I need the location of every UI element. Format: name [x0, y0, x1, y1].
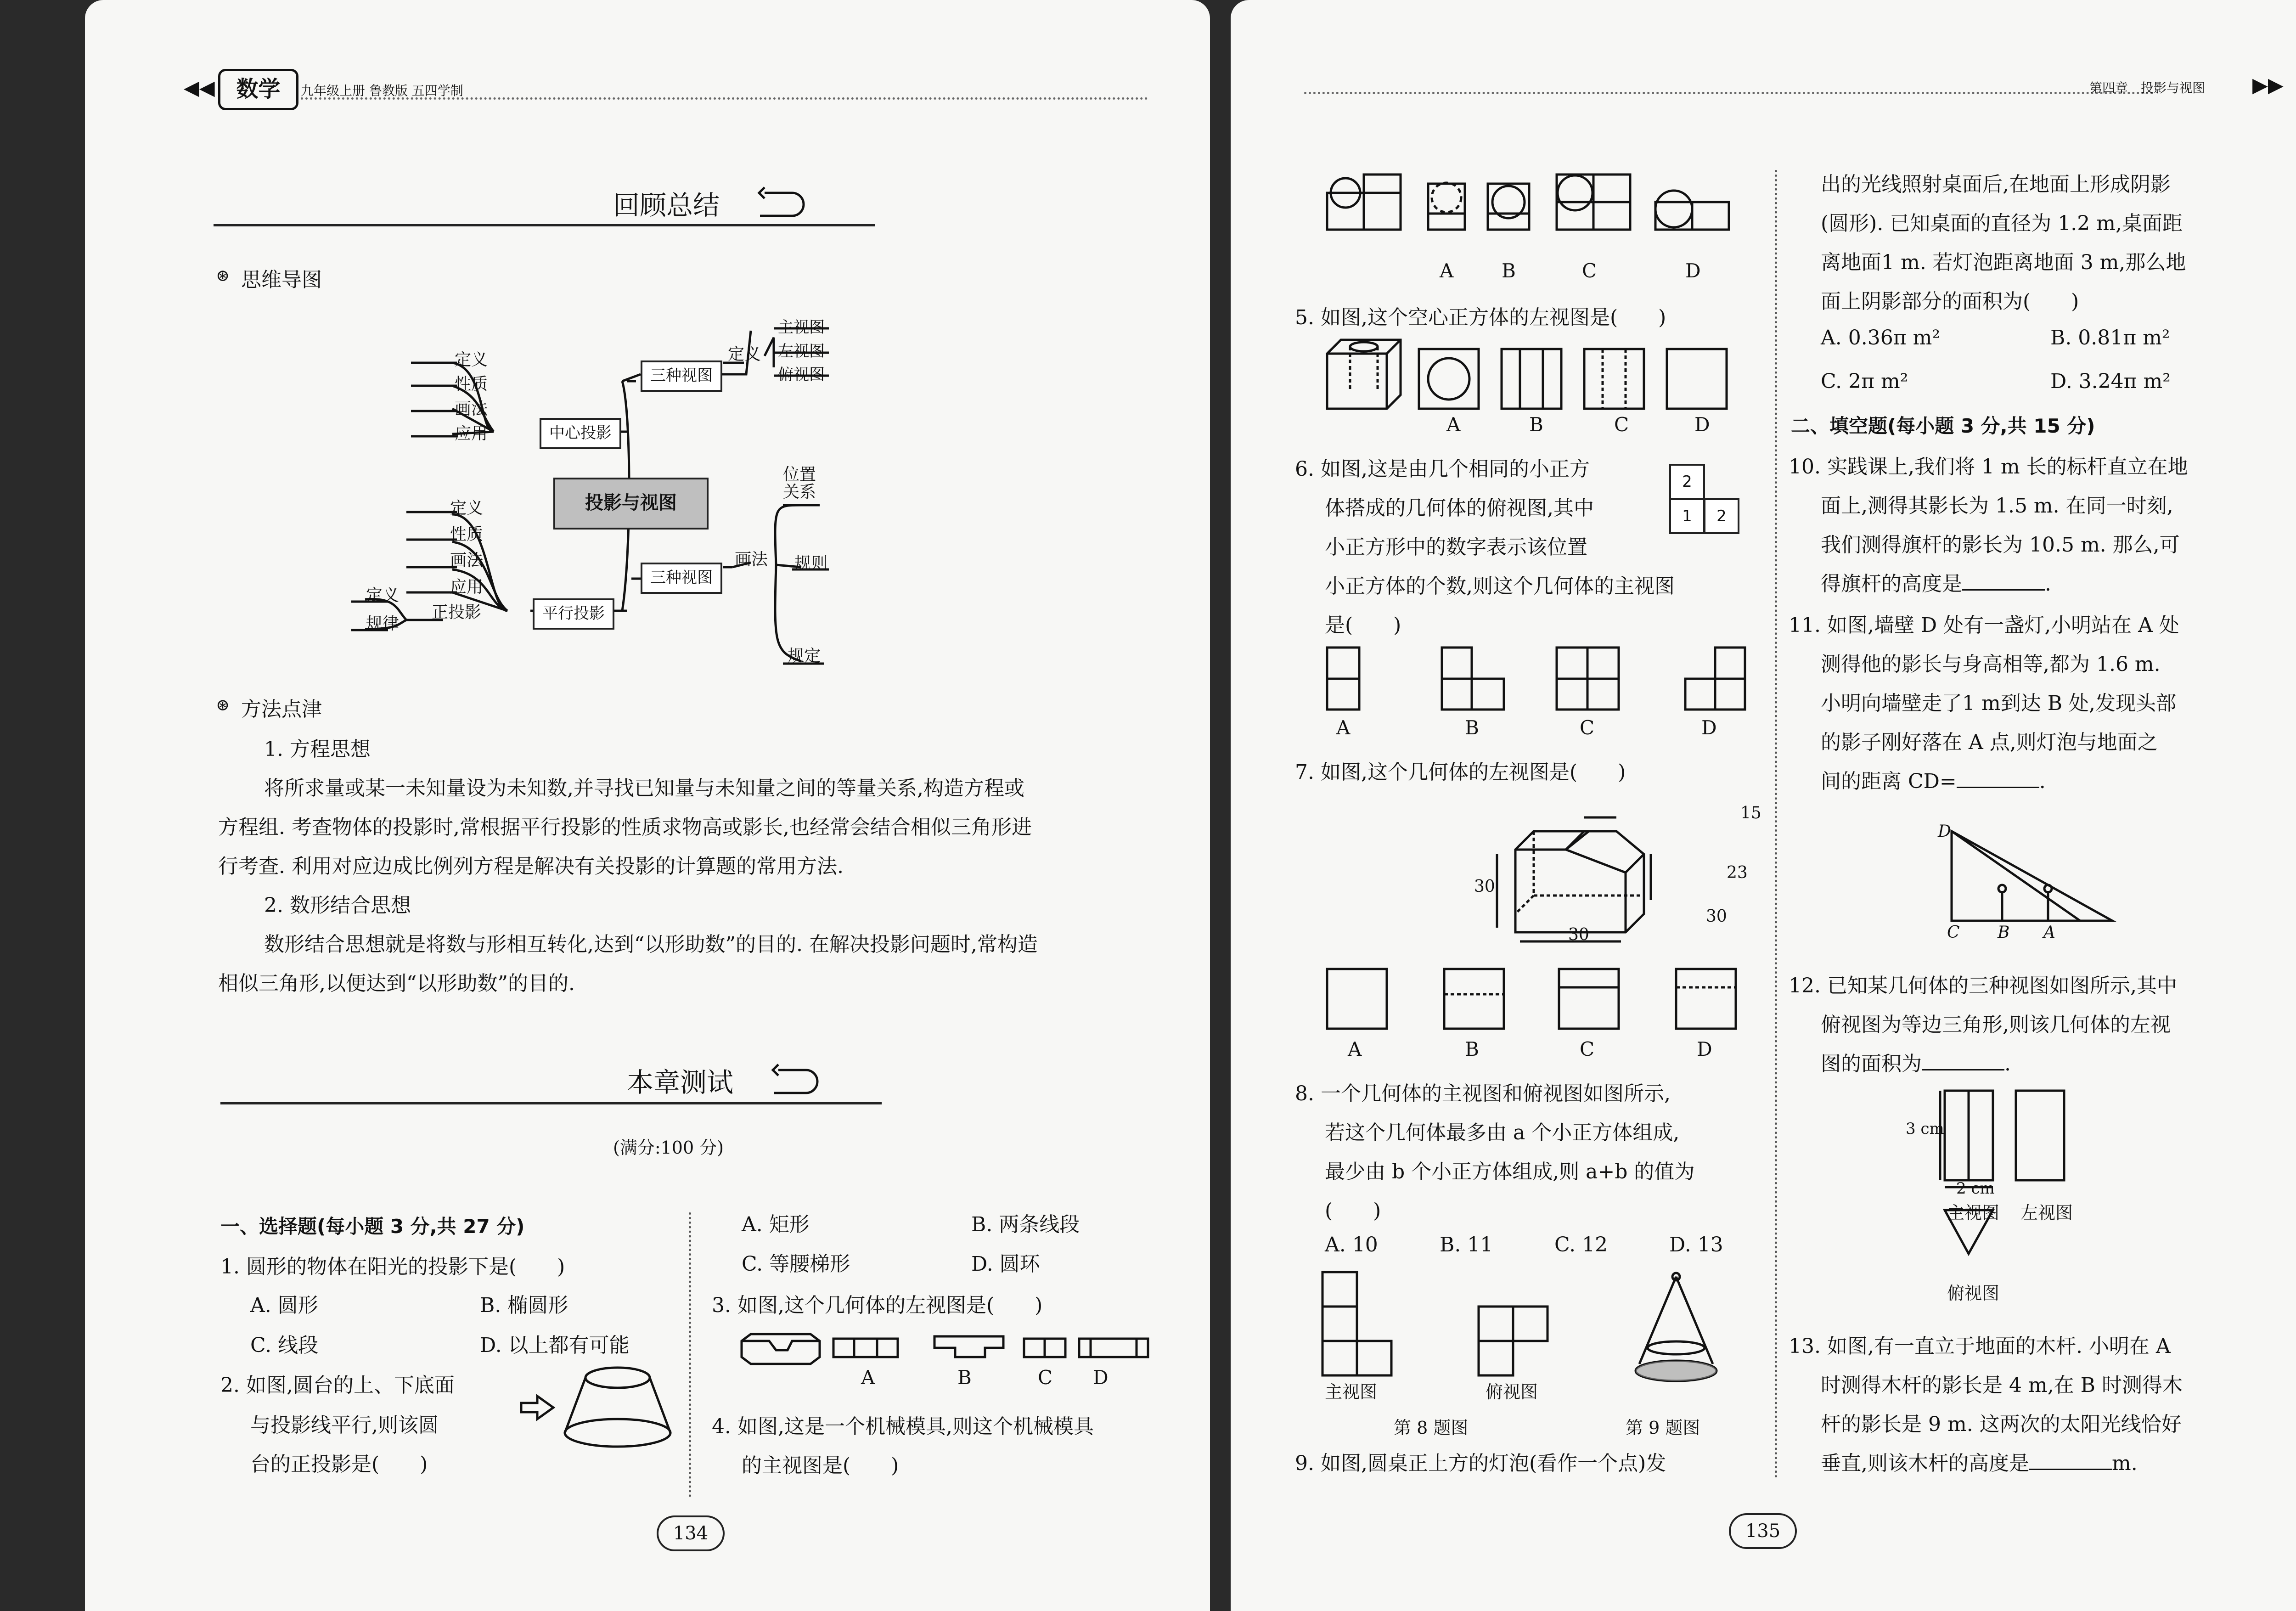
mm-cp-item-2: 性质 — [455, 375, 488, 394]
subject-logo: 数学 — [218, 69, 298, 110]
q7-dim-right: 23 — [1727, 863, 1748, 882]
section-choice: 一、选择题(每小题 3 分,共 27 分) — [220, 1215, 525, 1238]
fig9-caption: 第 9 题图 — [1626, 1418, 1700, 1438]
mm-cp-item-4: 应用 — [455, 424, 488, 443]
fig8-caption: 第 8 题图 — [1394, 1418, 1469, 1438]
mm-ortho-item-2: 规律 — [366, 614, 400, 633]
header-arrow-icon: ▶▶ — [2252, 73, 2284, 97]
q5-label-d: D — [1694, 413, 1710, 436]
q13-line-2: 时测得木杆的影长是 4 m,在 B 时测得木 — [1821, 1374, 2183, 1397]
q2-b: B. 两条线段 — [971, 1213, 1080, 1236]
q12-dim-height: 3 cm — [1906, 1120, 1944, 1138]
q12-line-3: 图的面积为 . — [1821, 1052, 2011, 1076]
right-page — [1231, 0, 2296, 1611]
header-rule — [1304, 92, 2154, 94]
q13-answer-blank[interactable] — [2029, 1469, 2112, 1470]
q11-point-b: B — [1998, 923, 2010, 942]
q11-line-1: 11. 如图,墙壁 D 处有一盏灯,小明站在 A 处 — [1789, 614, 2179, 637]
q6-cell-bottom-left: 1 — [1669, 498, 1705, 534]
q9-d: D. 3.24π m² — [2050, 370, 2171, 393]
mm-main-view: 主视图 — [778, 318, 825, 337]
q7: 7. 如图,这个几何体的左视图是( ) — [1295, 760, 1626, 784]
q8-opt-a: A. 10 — [1325, 1233, 1378, 1256]
q9-cont-2: (圆形). 已知桌面的直径为 1.2 m,桌面距 — [1821, 212, 2183, 235]
q11-line-5: 间的距离 CD= . — [1821, 770, 2046, 793]
mm-three-views-top: 三种视图 — [641, 361, 722, 392]
q6-label-c: C — [1580, 716, 1595, 739]
review-title: 回顾总结 — [613, 190, 720, 221]
q9-a: A. 0.36π m² — [1821, 326, 1940, 349]
q4-label-a: A — [1440, 259, 1454, 282]
q5: 5. 如图,这个空心正方体的左视图是( ) — [1295, 306, 1666, 329]
q11-line-3: 小明向墙壁走了1 m到达 B 处,发现头部 — [1821, 692, 2176, 715]
q10-text: 得旗杆的高度是 — [1821, 572, 1962, 596]
mm-pp-item-1: 定义 — [450, 499, 484, 518]
mm-central-projection: 中心投影 — [540, 418, 621, 449]
q8-opt-c: C. 12 — [1554, 1233, 1608, 1256]
chapter-title: 第四章 投影与视图 — [2089, 80, 2206, 96]
q11-line-4: 的影子刚好落在 A 点,则灯泡与地面之 — [1821, 731, 2158, 754]
q6-label-a: A — [1336, 716, 1351, 739]
q3-label-d: D — [1093, 1366, 1109, 1389]
q9-c: C. 2π m² — [1821, 370, 1908, 393]
q4-option-figures — [1327, 175, 1786, 257]
q8-line-4: ( ) — [1325, 1199, 1381, 1222]
m1-line-2: 方程组. 考查物体的投影时,常根据平行投影的性质求物高或影长,也经常会结合相似三角形进 — [218, 816, 1032, 839]
q13-line-1: 13. 如图,有一直立于地面的木杆. 小明在 A — [1789, 1335, 2171, 1358]
q8-line-1: 8. 一个几何体的主视图和俯视图如图所示, — [1295, 1082, 1671, 1105]
q11-answer-blank[interactable] — [1957, 787, 2039, 788]
q10-line-2: 面上,测得其影长为 1.5 m. 在同一时刻, — [1821, 494, 2173, 518]
q7-figures — [1327, 969, 1809, 1038]
q9-b: B. 0.81π m² — [2050, 326, 2170, 349]
circle-arrow-icon: ⊛ — [216, 696, 230, 715]
full-score: (满分:100 分) — [613, 1138, 724, 1158]
q7-dim-bottom: 30 — [1568, 925, 1589, 944]
q7-dim-left: 30 — [1474, 877, 1495, 896]
q2-a: A. 矩形 — [742, 1213, 810, 1236]
q10-line-3: 我们测得旗杆的影长为 10.5 m. 那么,可 — [1821, 533, 2180, 557]
page-number-right: 135 — [1729, 1513, 1797, 1549]
q4-label-c: C — [1582, 259, 1597, 282]
q6-cell-top: 2 — [1669, 464, 1705, 500]
mindmap-heading: 思维导图 — [241, 268, 322, 292]
mm-top-view: 俯视图 — [778, 366, 825, 384]
q6-line-2: 体搭成的几何体的俯视图,其中 — [1325, 496, 1594, 520]
q2-line-2: 与投影线平行,则该圆 — [250, 1414, 439, 1437]
mm-cp-item-1: 定义 — [455, 350, 488, 369]
mm-cp-item-3: 画法 — [455, 400, 488, 418]
m1-line-1: 将所求量或某一未知量设为未知数,并寻找已知量与未知量之间的等量关系,构造方程或 — [264, 777, 1024, 800]
q3-label-c: C — [1038, 1366, 1053, 1389]
q1-c: C. 线段 — [250, 1334, 319, 1357]
mm-pp-item-4: 应用 — [450, 578, 484, 597]
q12-main-view-label: 主视图 — [1947, 1203, 2000, 1223]
q6-line-3: 小正方形中的数字表示该位置 — [1325, 535, 1587, 559]
mm-parallel-projection: 平行投影 — [533, 598, 614, 630]
q9-line-1: 9. 如图,圆桌正上方的灯泡(看作一个点)发 — [1295, 1452, 1666, 1475]
mm-center: 投影与视图 — [553, 478, 709, 529]
q2-line-1: 2. 如图,圆台的上、下底面 — [220, 1374, 455, 1397]
q4-label-b: B — [1502, 259, 1516, 282]
q6-line-1: 6. 如图,这是由几个相同的小正方 — [1295, 457, 1590, 481]
test-title: 本章测试 — [627, 1067, 734, 1098]
q3: 3. 如图,这个几何体的左视图是( ) — [712, 1294, 1043, 1317]
q3-label-a: A — [861, 1366, 875, 1389]
q8-line-2: 若这个几何体最多由 a 个小正方体组成, — [1325, 1121, 1680, 1144]
q13-line-3: 杆的影长是 9 m. 这两次的太阳光线恰好 — [1821, 1413, 2182, 1436]
q5-label-c: C — [1614, 413, 1629, 436]
q2-line-3: 台的正投影是( ) — [250, 1453, 428, 1476]
q11-point-a: A — [2043, 923, 2055, 942]
q10-line-1: 10. 实践课上,我们将 1 m 长的标杆直立在地 — [1789, 455, 2188, 479]
q8-opt-b: B. 11 — [1440, 1233, 1493, 1256]
q6-cell-bottom-right: 2 — [1704, 498, 1739, 534]
q8-top-view-label: 俯视图 — [1486, 1382, 1538, 1402]
q8-q9-figures — [1322, 1272, 1828, 1396]
q7-label-a: A — [1348, 1038, 1362, 1060]
m2-line-1: 数形结合思想就是将数与形相互转化,达到“以形助数”的目的. 在解决投影问题时,常构造 — [264, 933, 1038, 956]
q12-line-1: 12. 已知某几何体的三种视图如图所示,其中 — [1789, 974, 2177, 997]
q12-answer-blank[interactable] — [1922, 1069, 2004, 1070]
left-page — [85, 0, 1210, 1611]
m1-title: 1. 方程思想 — [264, 738, 371, 761]
q4-label-d: D — [1685, 259, 1701, 282]
header-arrow-icon: ◀◀ — [184, 76, 215, 100]
q13-text: 垂直,则该木杆的高度是 — [1821, 1452, 2029, 1475]
q12-figures — [1910, 1088, 2140, 1300]
q1-d: D. 以上都有可能 — [480, 1334, 630, 1357]
q7-label-c: C — [1580, 1038, 1595, 1060]
mm-orthographic: 正投影 — [432, 603, 482, 622]
q6-label-d: D — [1701, 716, 1717, 739]
mm-branch-position: 位置关系 — [783, 465, 816, 501]
q7-dim-top: 15 — [1740, 804, 1761, 822]
q2-frustum-figure — [521, 1364, 673, 1456]
mm-ortho-item-1: 定义 — [366, 586, 400, 605]
q6-line-4: 小正方体的个数,则这个几何体的主视图 — [1325, 575, 1675, 598]
q11-line-2: 测得他的影长与身高相等,都为 1.6 m. — [1821, 653, 2161, 676]
q6-line-5: 是( ) — [1325, 614, 1401, 637]
method-heading: 方法点津 — [241, 698, 322, 721]
column-divider — [1775, 170, 1777, 1479]
q5-label-a: A — [1446, 413, 1461, 436]
q11-figure — [1947, 827, 2122, 932]
q7-dim-depth: 30 — [1706, 907, 1727, 926]
q10-answer-blank[interactable] — [1962, 589, 2045, 591]
q1-a: A. 圆形 — [250, 1294, 318, 1317]
circle-arrow-icon: ⊛ — [216, 266, 230, 285]
q11-point-c: C — [1947, 923, 1960, 942]
q12-dim-width: 2 cm — [1956, 1179, 1995, 1198]
section-fill: 二、填空题(每小题 3 分,共 15 分) — [1791, 415, 2095, 437]
q1: 1. 圆形的物体在阳光的投影下是( ) — [220, 1255, 565, 1279]
mm-define-top: 定义 — [728, 345, 761, 364]
q8-main-view-label: 主视图 — [1325, 1382, 1378, 1402]
q4-line-1: 4. 如图,这是一个机械模具,则这个机械模具 — [712, 1415, 1094, 1438]
q13-line-4 — [1821, 1447, 2138, 1476]
q6-figures — [1327, 648, 1809, 716]
mm-branch-regulations: 规定 — [788, 647, 821, 665]
q9-cont-1: 出的光线照射桌面后,在地面上形成阴影 — [1821, 173, 2171, 196]
q13-unit: m. — [2112, 1452, 2138, 1475]
q1-b: B. 椭圆形 — [480, 1294, 568, 1317]
q12-top-view-label: 俯视图 — [1947, 1283, 2000, 1303]
m2-line-2: 相似三角形,以便达到“以形助数”的目的. — [218, 972, 575, 995]
q9-cont-4: 面上阴影部分的面积为( ) — [1821, 290, 2079, 313]
q8-line-3: 最少由 b 个小正方体组成,则 a+b 的值为 — [1325, 1160, 1695, 1183]
column-divider — [689, 1212, 691, 1497]
return-icon — [769, 1056, 824, 1098]
q11-point-d: D — [1938, 822, 1951, 841]
book-info: 九年级上册 鲁教版 五四学制 — [301, 83, 463, 98]
q10-line-4: 得旗杆的高度是 . — [1821, 572, 2051, 596]
q8-opt-d: D. 13 — [1669, 1233, 1723, 1256]
q9-cont-3: 离地面1 m. 若灯泡距离地面 3 m,那么地 — [1821, 251, 2186, 274]
test-rule — [220, 1102, 882, 1104]
page-number-left: 134 — [657, 1515, 725, 1551]
m2-title: 2. 数形结合思想 — [264, 894, 411, 917]
q7-label-d: D — [1697, 1038, 1712, 1060]
q6-label-b: B — [1465, 716, 1479, 739]
q12-left-view-label: 左视图 — [2020, 1203, 2073, 1223]
mm-pp-item-3: 画法 — [450, 551, 484, 570]
q3-label-b: B — [957, 1366, 972, 1389]
q4-line-2: 的主视图是( ) — [742, 1454, 899, 1477]
q5-figures — [1327, 340, 1809, 413]
q2-c: C. 等腰梯形 — [742, 1252, 850, 1276]
mm-left-view: 左视图 — [778, 342, 825, 361]
q11-text: 间的距离 CD= — [1821, 770, 1957, 793]
mm-pp-item-2: 性质 — [450, 525, 484, 544]
mm-three-views-bottom: 三种视图 — [641, 563, 722, 594]
q2-d: D. 圆环 — [971, 1252, 1040, 1276]
q12-line-2: 俯视图为等边三角形,则该几何体的左视 — [1821, 1013, 2171, 1036]
mm-draw-method: 画法 — [735, 550, 768, 569]
q12-text: 图的面积为 — [1821, 1052, 1922, 1076]
m1-line-3: 行考查. 利用对应边成比例列方程是解决有关投影的计算题的常用方法. — [218, 855, 844, 878]
q7-label-b: B — [1465, 1038, 1479, 1060]
q5-label-b: B — [1529, 413, 1543, 436]
mm-branch-rules: 规则 — [794, 554, 828, 573]
